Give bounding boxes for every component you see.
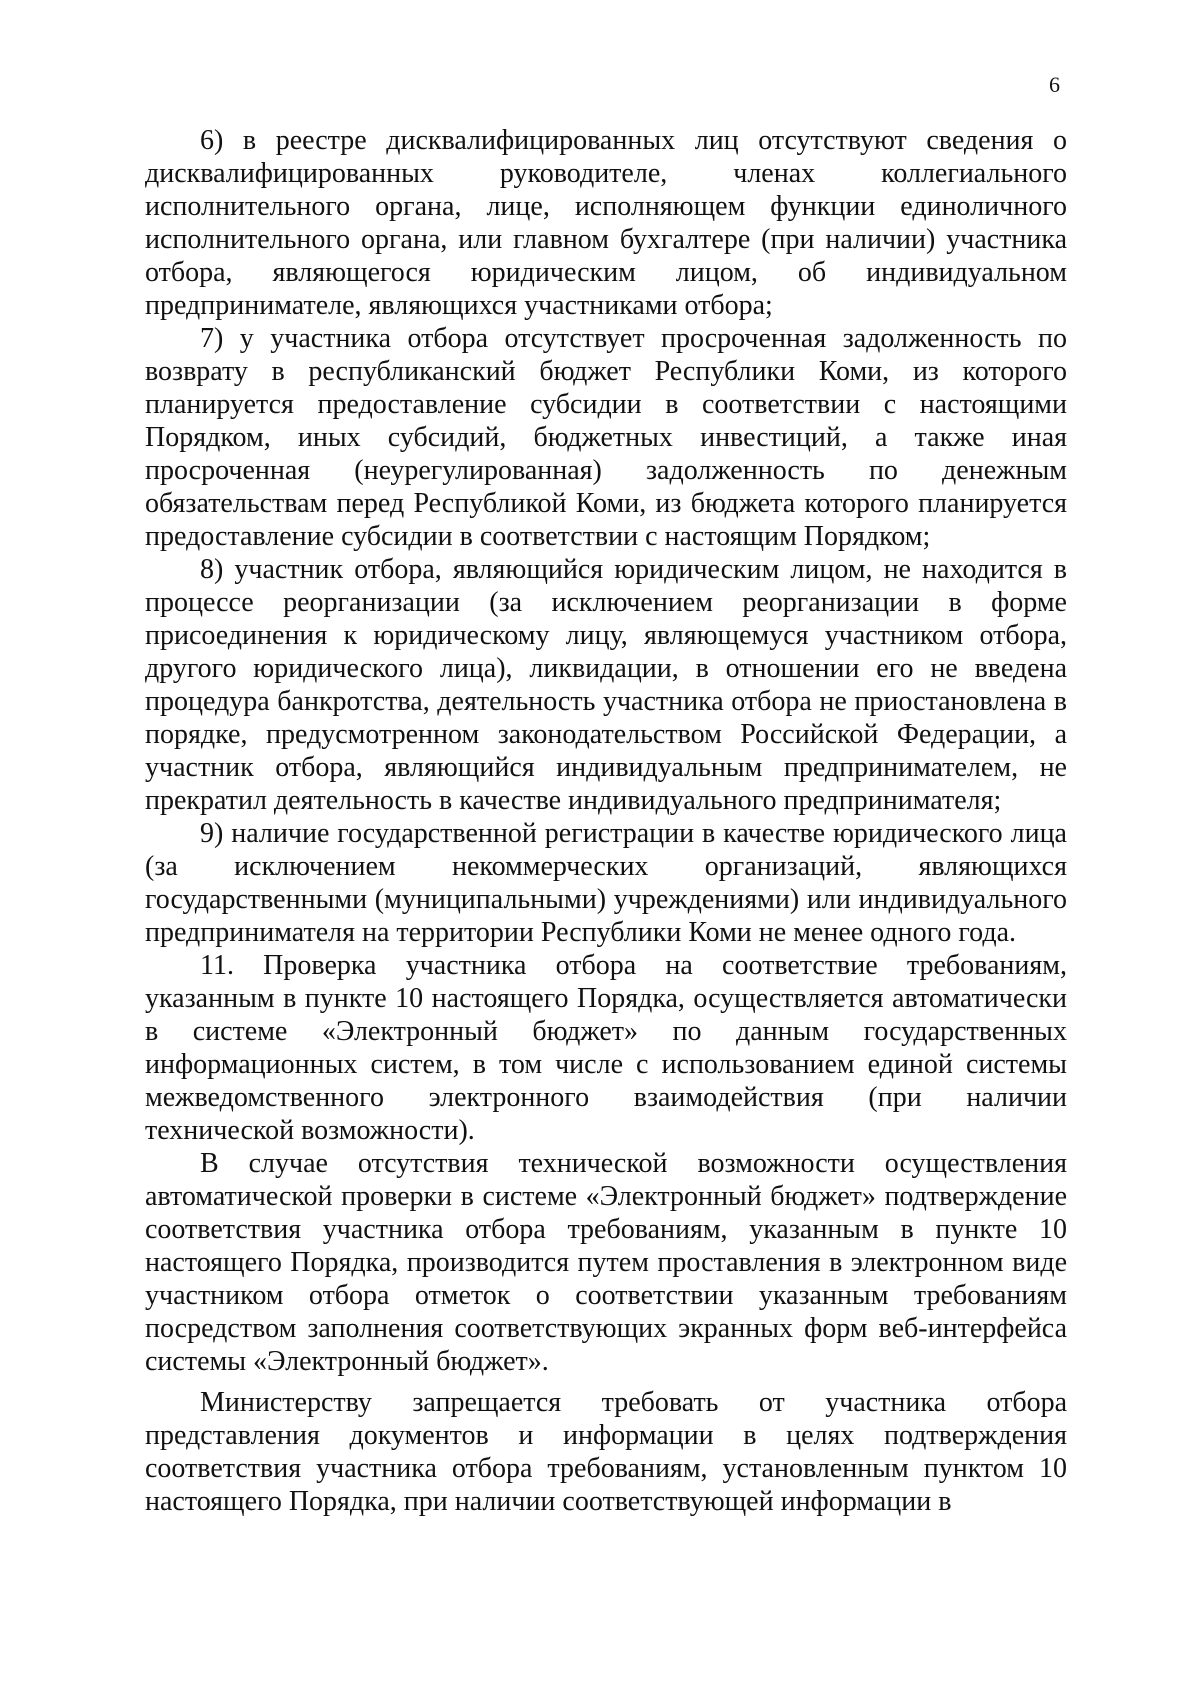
paragraph-manual-check: В случае отсутствия технической возможности осуществления автоматической проверки в системе «Электронный бюджет» подтверждение соответствия участника отбора требованиям, указанным в пункте 10 настоящего Порядка, производится путем проставления в электронном виде участником отбора отметок о соответствии указанным требованиям посредством заполнения соответствующих экранных форм веб-интерфейса системы «Электронный бюджет». [145, 1148, 1067, 1377]
paragraph-item-6: 6) в реестре дисквалифицированных лиц отсутствуют сведения о дисквалифицированных руководителе, членах коллегиального исполнительного органа, лице, исполняющем функции единоличного исполнительного органа, или главном бухгалтере (при наличии) участника отбора, являющегося юридическим лицом, об индивидуальном предпринимателе, являющихся участниками отбора; [145, 125, 1067, 321]
paragraph-item-9: 9) наличие государственной регистрации в качестве юридического лица (за исключением некоммерческих организаций, являющихся государственными (муниципальными) учреждениями) или индивидуального предпринимателя на территории Республики Коми не менее одного года. [145, 818, 1067, 948]
paragraph-item-8: 8) участник отбора, являющийся юридическим лицом, не находится в процессе реорганизации (за исключением реорганизации в форме присоединения к юридическому лицу, являющемуся участником отбора, другого юридического лица), ликвидации, в отношении его не введена процедура банкротства, деятельность участника отбора не приостановлена в порядке, предусмотренном законодательством Российской Федерации, а участник отбора, являющийся индивидуальным предпринимателем, не прекратил деятельность в качестве индивидуального предпринимателя; [145, 554, 1067, 816]
page-number: 6 [1049, 72, 1060, 97]
paragraph-ministry-prohibition: Министерству запрещается требовать от участника отбора представления документов и информации в целях подтверждения соответствия участника отбора требованиям, установленным пунктом 10 настоящего Порядка, при наличии соответствующей информации в [145, 1387, 1067, 1517]
document-body [145, 124, 1067, 1518]
paragraph-item-7: 7) у участника отбора отсутствует просроченная задолженность по возврату в республиканский бюджет Республики Коми, из которого планируется предоставление субсидии в соответствии с настоящими Порядком, иных субсидий, бюджетных инвестиций, а также иная просроченная (неурегулированная) задолженность по денежным обязательствам перед Республикой Коми, из бюджета которого планируется предоставление субсидии в соответствии с настоящим Порядком; [145, 323, 1067, 552]
paragraph-clause-11: 11. Проверка участника отбора на соответствие требованиям, указанным в пункте 10 настоящего Порядка, осуществляется автоматически в системе «Электронный бюджет» по данным государственных информационных систем, в том числе с использованием единой системы межведомственного электронного взаимодействия (при наличии технической возможности). [145, 950, 1067, 1146]
